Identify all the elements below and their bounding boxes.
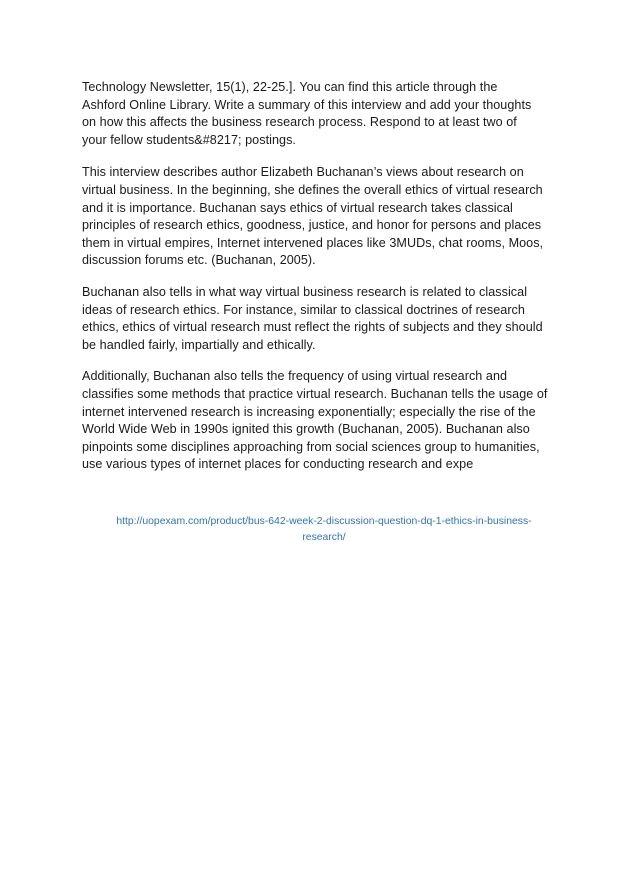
text-line: World Wide Web in 1990s ignited this growth (Buchanan, 2005). Buchanan also [82, 422, 530, 437]
text-line: ideas of research ethics. For instance, similar to classical doctrines of research [82, 302, 525, 317]
text-line: on how this affects the business research process. Respond to at least two of [82, 115, 517, 130]
text-line: Ashford Online Library. Write a summary of this interview and add your thoughts [82, 97, 532, 112]
text-line: them in virtual empires, Internet intervened places like 3MUDs, chat rooms, Moos, [82, 235, 544, 250]
document-body [82, 79, 566, 474]
text-line: principles of research ethics, goodness, justice, and honor for persons and places [82, 218, 542, 233]
text-line: Technology Newsletter, 15(1), 22-25.]. You can find this article through the [82, 80, 498, 94]
text-line: This interview describes author Elizabeth Buchanan’s views about research on [82, 165, 524, 180]
link-line[interactable]: http://uopexam.com/product/bus-642-week-2-discussion-question-dq-1-ethics-in-business- [116, 516, 532, 527]
paragraph-interview-description [82, 164, 566, 270]
text-line: virtual business. In the beginning, she defines the overall ethics of virtual research [82, 182, 543, 197]
text-line: be handled fairly, impartially and ethically. [82, 337, 316, 352]
text-line: discussion forums etc. (Buchanan, 2005). [82, 253, 316, 268]
text-line: Buchanan also tells in what way virtual business research is related to classical [82, 284, 528, 299]
text-line: pinpoints some disciplines approaching from social sciences group to humanities, [82, 439, 540, 454]
text-line: Additionally, Buchanan also tells the frequency of using virtual research and [82, 369, 508, 384]
text-line: use various types of internet places for conducting research and expe [82, 457, 474, 472]
text-line: your fellow students&#8217; postings. [82, 132, 296, 147]
text-line: and it is importance. Buchanan says ethics of virtual research takes classical [82, 200, 513, 215]
paragraph-research-frequency [82, 368, 566, 474]
text-line: classifies some methods that practice virtual research. Buchanan tells the usage of [82, 386, 548, 401]
product-link[interactable] [82, 514, 566, 545]
paragraph-assignment [82, 79, 566, 149]
text-line: ethics, ethics of virtual research must reflect the rights of subjects and they should [82, 320, 543, 335]
link-line[interactable]: research/ [302, 531, 346, 543]
paragraph-classical-ethics [82, 284, 566, 354]
text-line: internet intervened research is increasing exponentially; especially the rise of the [82, 404, 536, 419]
